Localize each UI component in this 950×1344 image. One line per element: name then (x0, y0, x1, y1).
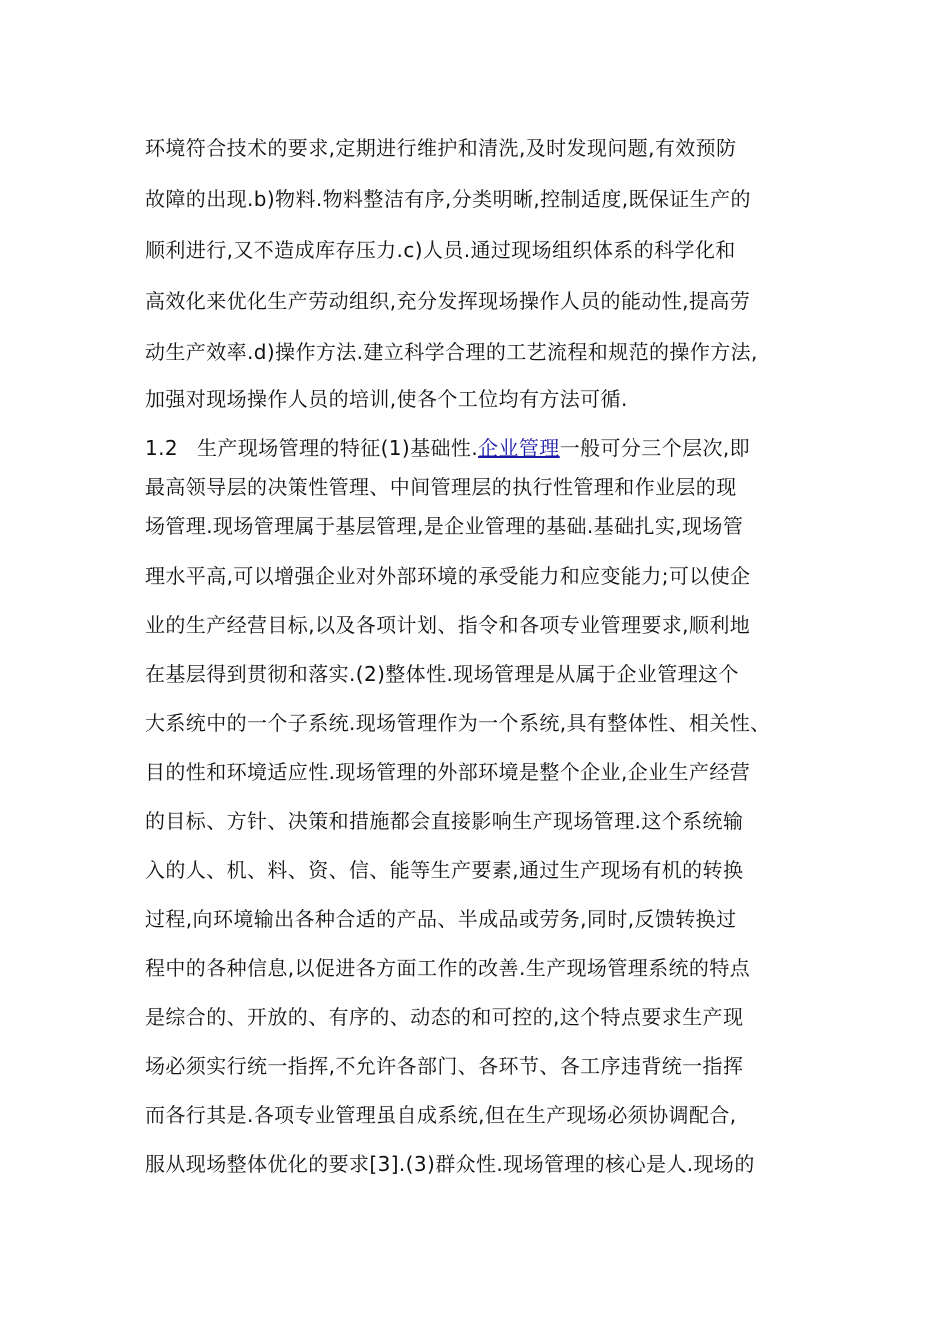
text-line: 服从现场整体优化的要求[3].(3)群众性.现场管理的核心是人.现场的 (145, 1152, 755, 1176)
text-line: 环境符合技术的要求,定期进行维护和清洗,及时发现问题,有效预防 (145, 136, 737, 160)
text-line: 理水平高,可以增强企业对外部环境的承受能力和应变能力;可以使企 (145, 564, 751, 588)
text-line: 业的生产经营目标,以及各项计划、指令和各项专业管理要求,顺利地 (145, 613, 751, 637)
text-line: 而各行其是.各项专业管理虽自成系统,但在生产现场必须协调配合, (145, 1103, 737, 1127)
enterprise-management-link[interactable]: 企业管理 (478, 436, 560, 460)
text-line: 过程,向环境输出各种合适的产品、半成品或劳务,同时,反馈转换过 (145, 907, 737, 931)
text-line: 是综合的、开放的、有序的、动态的和可控的,这个特点要求生产现 (145, 1005, 744, 1029)
text-line: 的目标、方针、决策和措施都会直接影响生产现场管理.这个系统输 (145, 809, 744, 833)
text-line: 大系统中的一个子系统.现场管理作为一个系统,具有整体性、相关性、 (145, 711, 771, 735)
section-heading-line (145, 435, 750, 461)
text-line: 故障的出现.b)物料.物料整洁有序,分类明晰,控制适度,既保证生产的 (145, 187, 751, 211)
section-heading-text: 生产现场管理的特征(1)基础性. (197, 436, 479, 460)
text-line: 高效化来优化生产劳动组织,充分发挥现场操作人员的能动性,提高劳 (145, 289, 751, 313)
section-number: 1.2 (145, 436, 179, 460)
text-line: 加强对现场操作人员的培训,使各个工位均有方法可循. (145, 387, 628, 411)
text-line: 入的人、机、料、资、信、能等生产要素,通过生产现场有机的转换 (145, 858, 744, 882)
text-line: 场必须实行统一指挥,不允许各部门、各环节、各工序违背统一指挥 (145, 1054, 744, 1078)
text-line: 在基层得到贯彻和落实.(2)整体性.现场管理是从属于企业管理这个 (145, 662, 739, 686)
text-line: 最高领导层的决策性管理、中间管理层的执行性管理和作业层的现 (145, 475, 737, 499)
text-line: 顺利进行,又不造成库存压力.c)人员.通过现场组织体系的科学化和 (145, 238, 736, 262)
text-line: 场管理.现场管理属于基层管理,是企业管理的基础.基础扎实,现场管 (145, 514, 744, 538)
text-line: 程中的各种信息,以促进各方面工作的改善.生产现场管理系统的特点 (145, 956, 751, 980)
text-line: 目的性和环境适应性.现场管理的外部环境是整个企业,企业生产经营 (145, 760, 751, 784)
section-heading-tail: 一般可分三个层次,即 (559, 436, 751, 460)
text-line: 动生产效率.d)操作方法.建立科学合理的工艺流程和规范的操作方法, (145, 340, 758, 364)
